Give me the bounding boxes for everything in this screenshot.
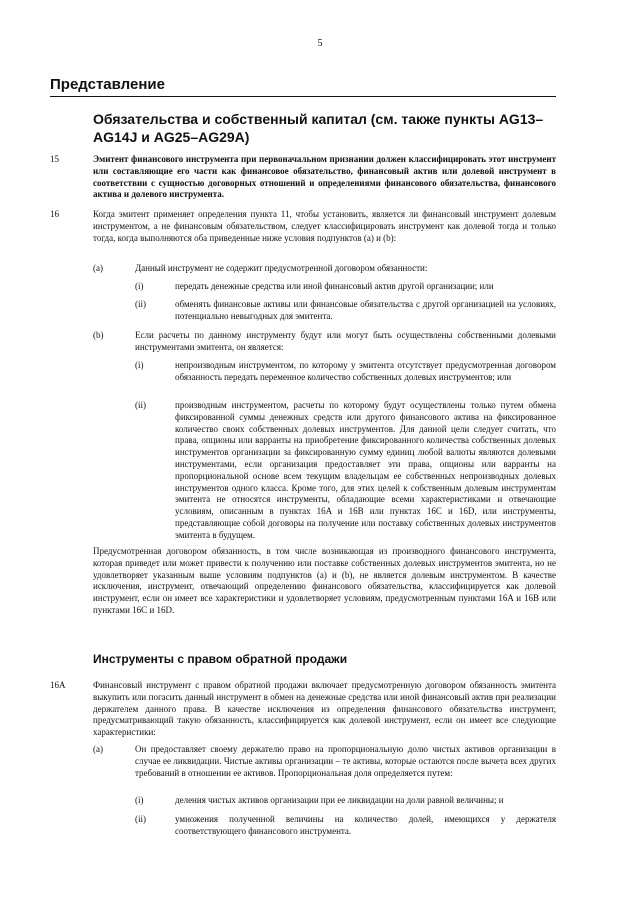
list-label-16A-a-i: (i) [135, 795, 144, 805]
item-b-i-text: непроизводным инструментом, по которому у эмитента отсутствует предусмотренная договором обязанность передать переменное количество собственных долевых инструментов; или [175, 360, 556, 382]
section-title: Представление [50, 76, 556, 97]
paragraph-number-16: 16 [50, 209, 59, 219]
item-a-text: Данный инструмент не содержит предусмотренной договором обязанности: [135, 263, 428, 273]
list-label-b-i: (i) [135, 360, 144, 370]
subsection-heading: Инструменты с правом обратной продажи [93, 652, 348, 666]
item-16A-a-text: Он предоставляет своему держателю право на пропорциональную долю чистых активов организации в случае ее ликвидации. Чистые активы организации – те активы, которые остаются после вычета всех других требований в отношении ее активов. Пропорциональная доля определяется путем: [135, 744, 556, 778]
list-label-a: (a) [93, 263, 103, 273]
paragraph-16-intro: Когда эмитент применяет определения пункта 11, чтобы установить, является ли финансовый инструмент долевым инструментом, а не финансовым обязательством, следует классифицировать инструмент как долевой тогда и только тогда, когда выполняются оба приведенные ниже условия подпунктов (a) и (b): [93, 209, 556, 243]
paragraph-16-closing: Предусмотренная договором обязанность, в том числе возникающая из производного финансового инструмента, которая приведет или может привести к получению или поставке собственных долевых инструментов эмитента, но не удовлетворяет указанным выше условиям подпунктов (a) и (b), не является долевым инструментом. В качестве исключения, инструмент, отвечающий определению финансового обязательства, классифицируется как долевой инструмент, если он имеет все характеристики и удовлетворяет условиям, предусмотренным пунктами 16A и 16B или пунктами 16C и 16D. [93, 546, 556, 615]
item-16A-a-ii-text: умножения полученной величины на количество долей, имеющихся у держателя соответствующего финансового инструмента. [175, 814, 556, 836]
item-a-i-text: передать денежные средства или иной финансовый актив другой организации; или [175, 281, 494, 291]
list-label-a-ii: (ii) [135, 299, 146, 309]
item-b-text: Если расчеты по данному инструменту будут или могут быть осуществлены собственными долевыми инструментами эмитента, он является: [135, 330, 556, 352]
page-number: 5 [317, 38, 323, 49]
list-label-a-i: (i) [135, 281, 144, 291]
paragraph-number-16A: 16A [50, 680, 66, 690]
list-label-b-ii: (ii) [135, 400, 146, 410]
item-b-ii-text: производным инструментом, расчеты по которому будут осуществлены только путем обмена фиксированной суммы денежных средств или другого финансового актива на фиксированное количество своих собственных долевых инструментов. Для данной цели следует считать, что права, опционы или варранты на приобретение фиксированного количества собственных долевых инструментов организации за фиксированную сумму единиц любой валюты являются долевыми инструментами, если организация предоставляет эти права, опционы или варранты на пропорциональной основе всем текущим владельцам ее собственных непроизводных долевых инструментов одного класса. Кроме того, для этих целей к собственным долевым инструментам эмитента не относятся инструменты, обладающие всеми характеристиками и отвечающие условиям, описанным в пунктах 16A и 16B или пунктах 16C и 16D, или инструменты, представляющие собой договоры на получение или поставку собственных долевых инструментов эмитента в будущем. [175, 400, 556, 540]
list-label-16A-a-ii: (ii) [135, 814, 146, 824]
paragraph-15-text: Эмитент финансового инструмента при первоначальном признании должен классифицировать этот инструмент или составляющие его части как финансовое обязательство, финансовый актив или долевой инструмент в соответствии с сущностью договорных отношений и определениями финансового обязательства, финансового актива и долевого инструмента. [93, 154, 556, 200]
list-label-b: (b) [93, 330, 104, 340]
item-16A-a-i-text: деления чистых активов организации при ее ликвидации на доли равной величины; и [175, 795, 504, 805]
paragraph-number-15: 15 [50, 154, 59, 164]
paragraph-16A-intro: Финансовый инструмент с правом обратной продажи включает предусмотренную договором обязанность эмитента выкупить или погасить данный инструмент в обмен на денежные средства или иной финансовый актив при реализации держателем данного права. В качестве исключения из определения финансового обязательства инструмент, предусматривающий такую обязанность, классифицируется как долевой инструмент, если он имеет все следующие характеристики: [93, 680, 556, 738]
list-label-16A-a: (a) [93, 744, 103, 754]
item-a-ii-text: обменять финансовые активы или финансовые обязательства с другой организацией на условиях, потенциально невыгодных для эмитента. [175, 299, 556, 321]
main-heading: Обязательства и собственный капитал (см. также пункты AG13–AG14J и AG25–AG29A) [93, 111, 544, 145]
